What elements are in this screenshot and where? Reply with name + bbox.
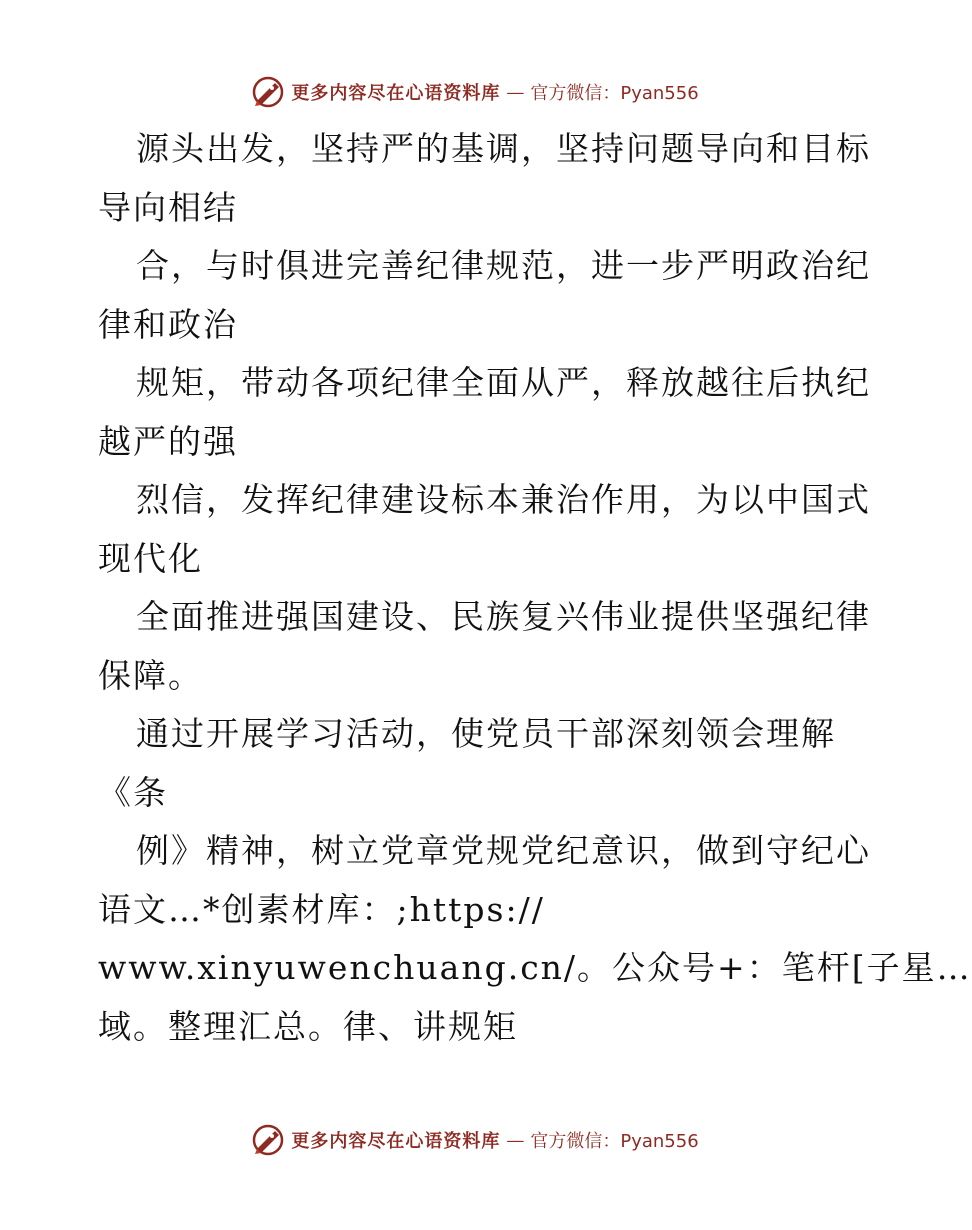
body-line: 例》精神，树立党章党规党纪意识，做到守纪心	[136, 831, 871, 870]
header-promo-text: 更多内容尽在心语资料库	[291, 83, 501, 104]
body-line: 通过开展学习活动，使党员干部深刻领会理解	[136, 714, 836, 753]
header-banner	[0, 70, 950, 114]
body-line: 合，与时俱进完善纪律规范，进一步严明政治纪	[136, 246, 871, 285]
body-line: 全面推进强国建设、民族复兴伟业提供坚强纪律	[136, 597, 871, 636]
body-line: 保障。	[98, 655, 203, 695]
document-body	[98, 120, 972, 1056]
body-line: 《条	[98, 772, 168, 812]
pen-logo-icon	[251, 1123, 285, 1157]
body-line: 越严的强	[98, 421, 238, 461]
footer-banner	[0, 1118, 950, 1162]
header-separator: —	[506, 81, 525, 103]
body-line: 律和政治	[98, 304, 238, 344]
footer-wechat-text: 官方微信：Pyan556	[530, 1131, 699, 1152]
body-line: 语文…*创素材库：;https://	[98, 889, 545, 929]
body-line: 规矩，带动各项纪律全面从严，释放越往后执纪	[136, 363, 871, 402]
body-line: 烈信，发挥纪律建设标本兼治作用，为以中国式	[136, 480, 871, 519]
body-line: 导向相结	[98, 187, 238, 227]
footer-separator: —	[506, 1129, 525, 1151]
body-line: www.xinyuwenchuang.cn/。公众号+：笔杆[子星…	[98, 948, 972, 987]
pen-logo-icon	[251, 75, 285, 109]
body-line: 源头出发，坚持严的基调，坚持问题导向和目标	[136, 129, 871, 168]
body-line: 现代化	[98, 538, 203, 578]
body-line: 域。整理汇总。律、讲规矩	[98, 1006, 518, 1046]
footer-promo-text: 更多内容尽在心语资料库	[291, 1131, 501, 1152]
header-wechat-text: 官方微信：Pyan556	[530, 83, 699, 104]
